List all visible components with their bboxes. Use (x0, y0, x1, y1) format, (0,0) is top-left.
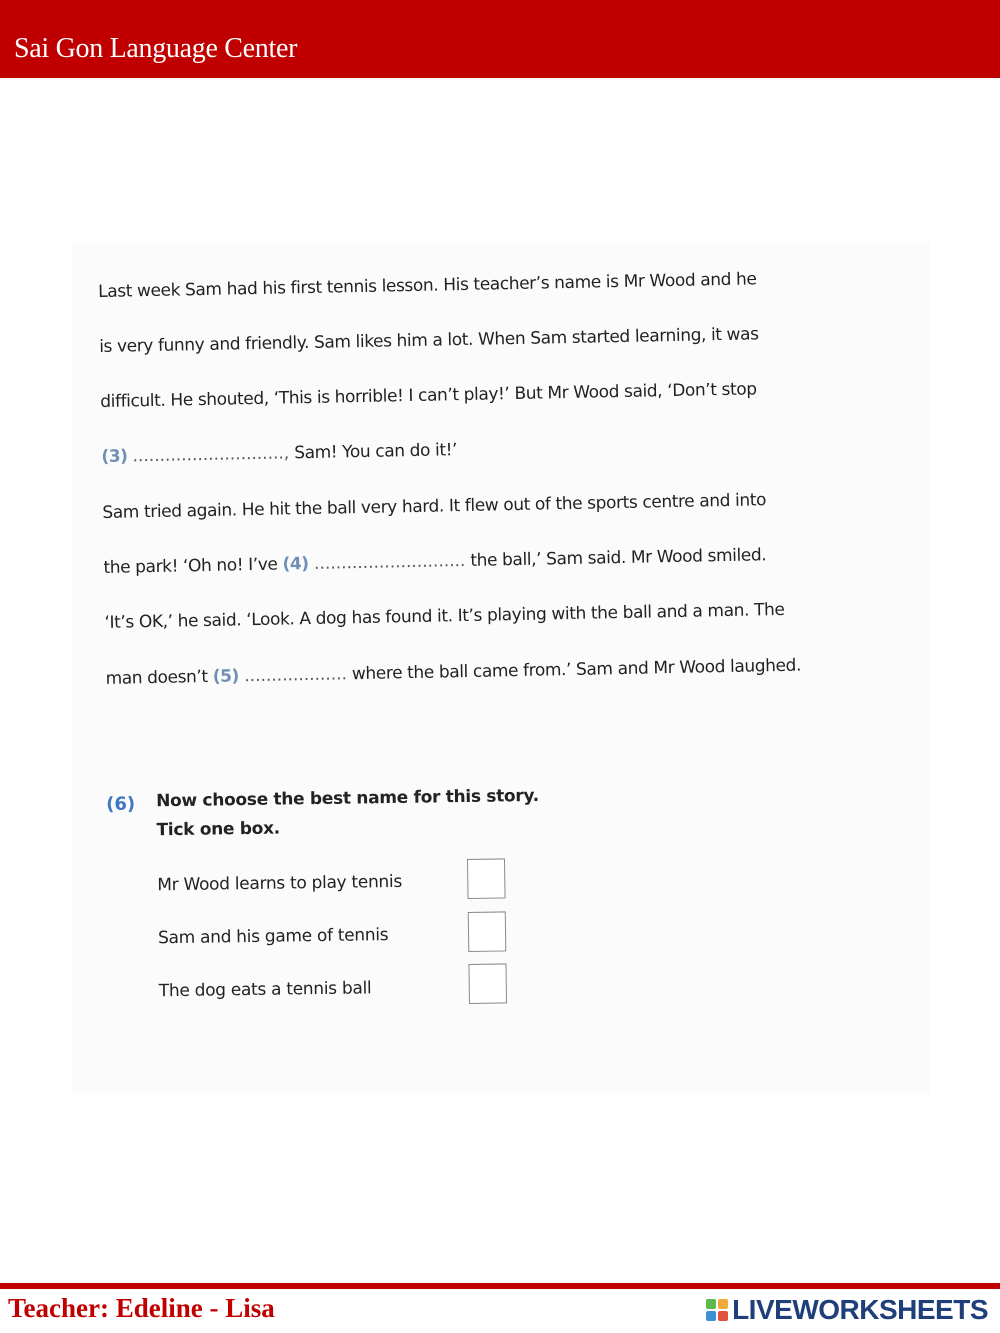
story-line-5: Sam tried again. He hit the ball very hard. It flew out of the sports centre and into (102, 490, 767, 523)
teacher-name: Teacher: Edeline - Lisa (8, 1293, 275, 1323)
question-number: (6) (106, 793, 136, 815)
option-1-label: Mr Wood learns to play tennis (157, 871, 403, 896)
brand-text: LIVEWORKSHEETS (732, 1294, 988, 1325)
liveworksheets-brand[interactable] (706, 1295, 988, 1325)
story-line-6-pre: the park! ‘Oh no! I’ve (103, 554, 283, 578)
footer-divider (0, 1283, 1000, 1289)
liveworksheets-logo-icon (706, 1299, 728, 1321)
option-3-label: The dog eats a tennis ball (158, 978, 372, 1002)
gap-4-blank[interactable]: ............................ (308, 551, 466, 575)
story-line-1: Last week Sam had his first tennis lesson. His teacher’s name is Mr Wood and he (98, 269, 757, 302)
question-text: Now choose the best name for this story. (156, 785, 539, 812)
story-line-8-post: where the ball came from.’ Sam and Mr Wood laughed. (346, 655, 802, 685)
option-3-checkbox[interactable] (468, 963, 507, 1004)
question-instruction: Tick one box. (156, 818, 281, 841)
story-line-7: ‘It’s OK,’ he said. ‘Look. A dog has found it. It’s playing with the ball and a man. The (104, 599, 785, 633)
option-2-checkbox[interactable] (468, 911, 507, 952)
gap-number-3: (3) (101, 446, 128, 467)
option-2-label: Sam and his game of tennis (157, 925, 389, 949)
story-line-8-pre: man doesn’t (105, 666, 213, 689)
option-1-checkbox[interactable] (467, 858, 506, 899)
header-title: Sai Gon Language Center (14, 33, 298, 64)
story-line-3: difficult. He shouted, ‘This is horrible! I can’t play!’ But Mr Wood said, ‘Don’t stop (100, 379, 757, 412)
story-line-2: is very funny and friendly. Sam likes him a lot. When Sam started learning, it was (99, 324, 759, 357)
gap-3-blank[interactable]: ............................, (132, 443, 290, 467)
gap-5-blank[interactable]: ................... (238, 664, 348, 687)
gap-number-4: (4) (282, 554, 309, 575)
story-line-6-post: the ball,’ Sam said. Mr Wood smiled. (465, 545, 767, 571)
gap-number-5: (5) (212, 666, 240, 687)
story-line-4-text: Sam! You can do it!’ (289, 440, 458, 464)
